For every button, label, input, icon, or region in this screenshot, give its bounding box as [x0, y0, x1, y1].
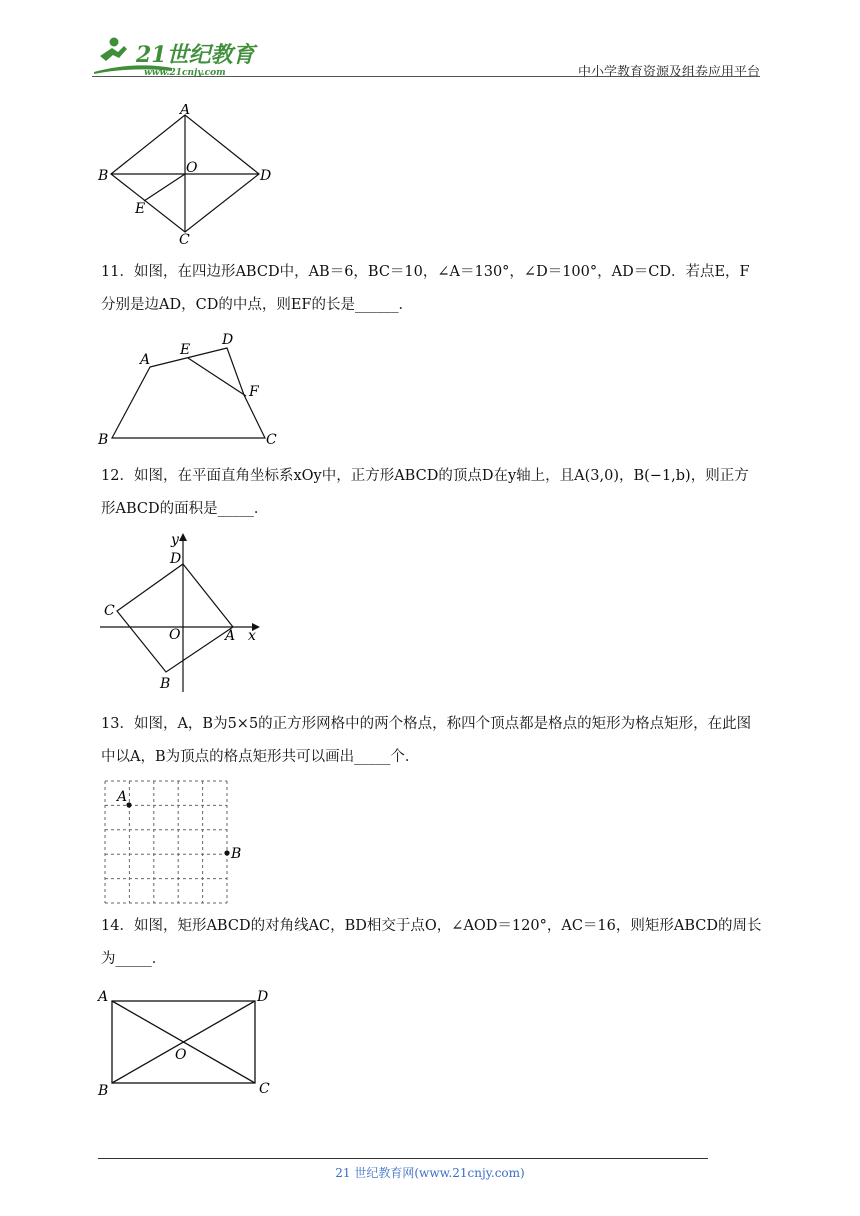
- question-14-text: 14．如图，矩形ABCD的对角线AC，BD相交于点O，∠AOD＝120°，AC＝16，则矩形ABCD的周长为_____．: [101, 918, 762, 967]
- platform-label: 中小学教育资源及组卷应用平台: [577, 65, 760, 80]
- label-B: B: [98, 1083, 109, 1099]
- page-footer[interactable]: 21 世纪教育网(www.21cnjy.com): [335, 1166, 525, 1180]
- label-A: A: [140, 352, 151, 368]
- label-B: B: [231, 846, 242, 862]
- label-A: A: [180, 104, 191, 118]
- question-12-text: 12．如图，在平面直角坐标系xOy中，正方形ABCD的顶点D在y轴上，且A(3,0)，B(−1,b)，则正方形ABCD的面积是_____．: [101, 468, 749, 517]
- label-A: A: [117, 789, 128, 805]
- question-13-text: 13．如图，A，B为5×5的正方形网格中的两个格点，称四个顶点都是格点的矩形为格点矩形，在此图中以A，B为顶点的格点矩形共可以画出_____个．: [101, 716, 752, 765]
- figure-quadrilateral: [94, 328, 284, 450]
- label-A: A: [225, 628, 236, 644]
- label-C: C: [259, 1081, 270, 1097]
- label-x: x: [248, 628, 256, 644]
- page-header: [92, 30, 760, 80]
- label-D: D: [260, 168, 272, 184]
- question-11: [101, 256, 763, 322]
- label-y: y: [171, 532, 179, 548]
- label-B: B: [98, 168, 109, 184]
- label-E: E: [180, 342, 191, 358]
- point-A: [126, 802, 131, 807]
- label-O: O: [169, 627, 181, 643]
- figure-coordinate-square: [94, 532, 274, 694]
- question-12: [101, 460, 763, 526]
- point-B: [224, 850, 229, 855]
- label-B: B: [98, 432, 109, 448]
- label-C: C: [266, 432, 277, 448]
- label-E: E: [135, 201, 146, 217]
- label-C: C: [104, 603, 115, 619]
- question-14: [101, 910, 763, 976]
- figure-grid: [94, 772, 254, 904]
- logo-text: 21世纪教育: [136, 42, 255, 68]
- label-D: D: [170, 551, 182, 567]
- site-logo: [92, 34, 262, 78]
- label-F: F: [249, 384, 259, 400]
- label-D: D: [222, 332, 234, 348]
- y-axis-arrow-icon: [179, 533, 187, 541]
- logo-url: www.21cnjy.com: [144, 68, 226, 78]
- label-O: O: [175, 1047, 187, 1063]
- label-A: A: [98, 989, 109, 1005]
- label-C: C: [179, 232, 190, 248]
- question-11-text: 11．如图，在四边形ABCD中，AB＝6，BC＝10，∠A＝130°，∠D＝100°，AD＝CD．若点E，F 分别是边AD，CD的中点，则EF的长是______．: [101, 264, 750, 313]
- header-divider: [92, 76, 760, 77]
- label-O: O: [186, 160, 198, 176]
- figure-rectangle: [94, 986, 284, 1100]
- label-B: B: [160, 676, 171, 692]
- question-13: [101, 708, 763, 774]
- label-D: D: [257, 989, 269, 1005]
- figure-rhombus: [94, 104, 284, 249]
- footer-divider: [98, 1158, 708, 1159]
